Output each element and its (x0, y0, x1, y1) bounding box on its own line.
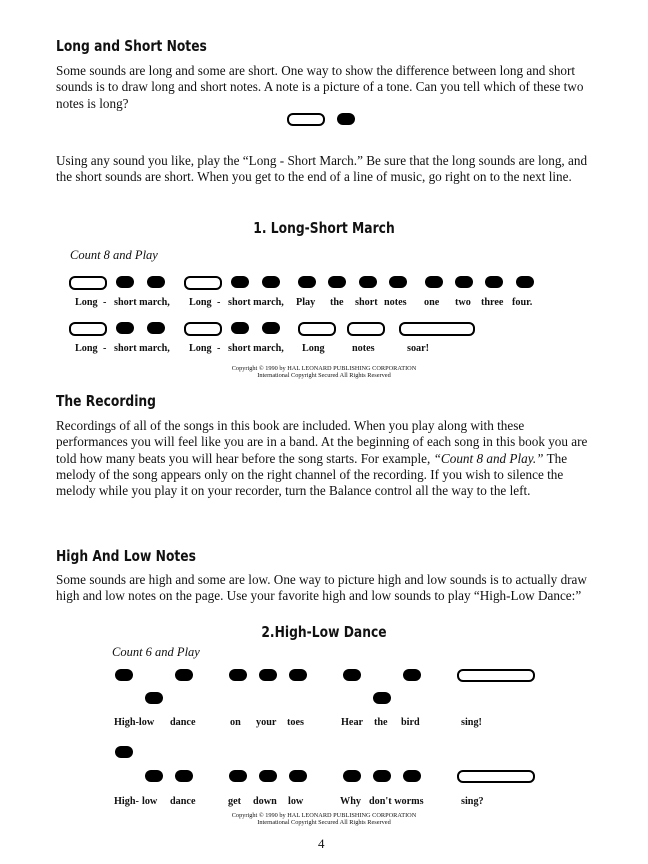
lyric: Long (75, 297, 98, 308)
lyric: short march, (114, 343, 170, 354)
song1-count-in: Count 8 and Play (70, 248, 158, 262)
lyric: one (424, 297, 440, 308)
recording-text-a: Recordings of all of the songs in this book are included. When you play along with these performances you will feel like you are in a band. At the beginning of each song in this book you are told how many beats you will hear before the song starts. For example, (56, 418, 588, 466)
song2-title: 2.High-Low Dance (261, 623, 387, 641)
lyric: Long (302, 343, 325, 354)
lyric: low (288, 796, 304, 807)
copyright-line: International Copyright Secured All Rights Reserved (257, 372, 391, 379)
high-note (115, 669, 133, 681)
lyric: short march, (228, 297, 284, 308)
song1-title: 1. Long-Short March (253, 219, 395, 237)
long-note (69, 322, 107, 336)
short-note (425, 276, 443, 288)
short-note (262, 276, 280, 288)
low-note (343, 770, 361, 782)
high-note (343, 669, 361, 681)
lyric: the (330, 297, 344, 308)
lyric: down (253, 796, 277, 807)
lyric: soar! (407, 343, 430, 354)
copyright-line: Copyright © 1990 by HAL LEONARD PUBLISHING CORPORATION (231, 812, 417, 819)
long-note (69, 276, 107, 290)
low-note (373, 692, 391, 704)
lyric: short (355, 297, 378, 308)
copyright-line: Copyright © 1990 by HAL LEONARD PUBLISHING CORPORATION (231, 365, 417, 372)
extra-long-note (457, 669, 535, 682)
long-note (347, 322, 385, 336)
lyric: get (228, 796, 242, 807)
lyric: notes (384, 297, 407, 308)
lyric: Long (75, 343, 98, 354)
lyric: Play (296, 297, 316, 308)
lyric: four. (512, 297, 533, 308)
high-note (175, 669, 193, 681)
short-note (231, 322, 249, 334)
lyric: - (217, 343, 221, 354)
lyric: sing! (461, 717, 482, 728)
intro-paragraph: Some sounds are long and some are short. One way to show the difference between long and short sounds is to draw long and short notes. A note is a picture of a tone. Can you tell which of these two notes is long? (56, 63, 584, 111)
lyric: don't worms (369, 796, 424, 807)
example-long-note (287, 113, 325, 126)
low-note (145, 770, 163, 782)
short-note (389, 276, 407, 288)
high-note (289, 669, 307, 681)
short-note (262, 322, 280, 334)
lyric: High- (114, 796, 139, 807)
lyric: low (142, 796, 158, 807)
section-heading-high-low: High And Low Notes (56, 547, 196, 565)
recording-text-b: The melody of the song appears only on the right channel of the recording. If you wish to silence the melody while you play it on your recorder, turn the Balance control all the way to the left. (56, 450, 568, 499)
short-note (455, 276, 473, 288)
recording-paragraph (56, 418, 596, 499)
short-note (116, 276, 134, 288)
lyric: Why (340, 796, 361, 807)
lyric: Long (189, 343, 212, 354)
song1-copyright (124, 365, 524, 379)
low-note (403, 770, 421, 782)
lyric: Hear (341, 717, 364, 728)
high-note (403, 669, 421, 681)
high-note (259, 669, 277, 681)
short-note (485, 276, 503, 288)
lyric: the (374, 717, 388, 728)
short-note (147, 276, 165, 288)
short-note (328, 276, 346, 288)
lyric: short march, (114, 297, 170, 308)
low-note (289, 770, 307, 782)
low-note (229, 770, 247, 782)
march-instructions: Using any sound you like, play the “Long - Short March.” Be sure that the long sounds are long, and the short sounds are short. When you get to the end of a line of music, go right on to the next line. (56, 153, 588, 185)
short-note (359, 276, 377, 288)
lyric: bird (401, 717, 420, 728)
copyright-line: International Copyright Secured All Rights Reserved (257, 819, 391, 826)
section-heading-recording: The Recording (56, 392, 156, 410)
short-note (516, 276, 534, 288)
lyric: on (230, 717, 241, 728)
high-low-paragraph: Some sounds are high and some are low. One way to picture high and low sounds is to actually draw high and low notes on the page. Use your favorite high and low sounds to play “High-Low Dance:” (56, 572, 587, 604)
lyric: sing? (461, 796, 484, 807)
lyric: three (481, 297, 504, 308)
lyric: - (217, 297, 221, 308)
lyric: short march, (228, 343, 284, 354)
song2-copyright (124, 812, 524, 826)
lyric: Long (189, 297, 212, 308)
song2-count-in: Count 6 and Play (112, 645, 200, 659)
lyric: dance (170, 796, 196, 807)
lyric: toes (287, 717, 304, 728)
extra-long-note (457, 770, 535, 783)
lyric: - (103, 343, 107, 354)
low-note (259, 770, 277, 782)
short-note (231, 276, 249, 288)
high-note (115, 746, 133, 758)
example-short-note (337, 113, 355, 125)
low-note (145, 692, 163, 704)
recording-text-example: “Count 8 and Play.” (433, 450, 544, 466)
high-note (229, 669, 247, 681)
page-number: 4 (318, 836, 325, 851)
lyric: your (256, 717, 277, 728)
lyric: two (455, 297, 471, 308)
short-note (116, 322, 134, 334)
short-note (147, 322, 165, 334)
long-note (184, 276, 222, 290)
lyric: dance (170, 717, 196, 728)
section-heading-long-short: Long and Short Notes (56, 37, 207, 55)
lyric: High-low (114, 717, 155, 728)
lyric: - (103, 297, 107, 308)
short-note (298, 276, 316, 288)
low-note (175, 770, 193, 782)
low-note (373, 770, 391, 782)
lyric: notes (352, 343, 375, 354)
long-note (298, 322, 336, 336)
long-note (184, 322, 222, 336)
extra-long-note (399, 322, 475, 336)
